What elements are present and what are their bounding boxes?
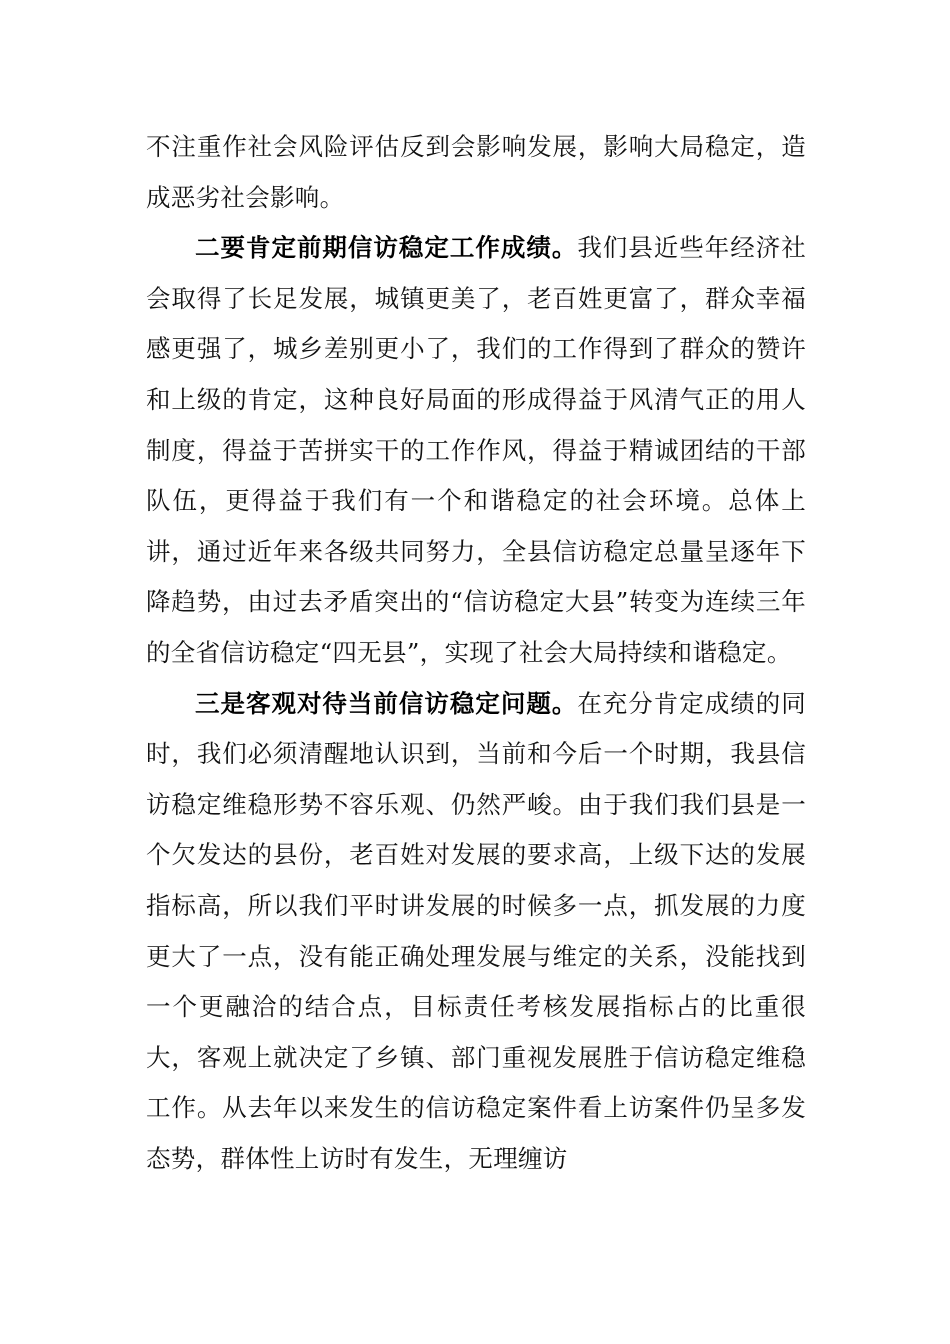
paragraph-text: 我们县近些年经济社会取得了长足发展，城镇更美了，老百姓更富了，群众幸福感更强了，城乡差别更小了，我们的工作得到了群众的赞许和上级的肯定，这种良好局面的形成得益于风清气正的用人制度，得益于苦拼实干的工作作风，得益于精诚团结的干部队伍，更得益于我们有一个和谐稳定的社会环境。总体上讲，通过近年来各级共同努力，全县信访稳定总量呈逐年下降趋势，由过去矛盾突出的“信访稳定大县”转变为连续三年的全省信访稳定“四无县”，实现了社会大局持续和谐稳定。 xyxy=(146,233,807,667)
paragraph-heading: 三是客观对待当前信访稳定问题。 xyxy=(195,688,578,718)
paragraph-text: 不注重作社会风险评估反到会影响发展，影响大局稳定，造成恶劣社会影响。 xyxy=(146,132,806,212)
paragraph-work-achievements xyxy=(146,223,806,678)
paragraph-current-problems xyxy=(146,679,806,1185)
document-body xyxy=(146,122,806,1184)
paragraph-continuation xyxy=(146,122,806,223)
paragraph-heading: 二要肯定前期信访稳定工作成绩。 xyxy=(195,233,578,263)
paragraph-text: 在充分肯定成绩的同时，我们必须清醒地认识到，当前和今后一个时期，我县信访稳定维稳形势不容乐观、仍然严峻。由于我们我们县是一个欠发达的县份，老百姓对发展的要求高，上级下达的发展指标高，所以我们平时讲发展的时候多一点，抓发展的力度更大了一点，没有能正确处理发展与维定的关系，没能找到一个更融洽的结合点，目标责任考核发展指标占的比重很大，客观上就决定了乡镇、部门重视发展胜于信访稳定维稳工作。从去年以来发生的信访稳定案件看上访案件仍呈多发态势，群体性上访时有发生，无理缠访 xyxy=(146,688,807,1173)
